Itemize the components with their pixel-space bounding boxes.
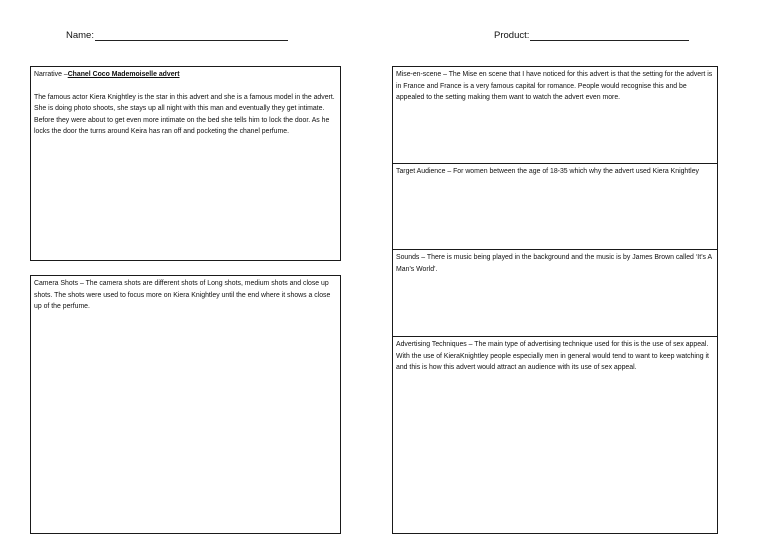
name-blank-line[interactable] [95, 30, 288, 41]
narrative-heading [34, 69, 337, 81]
narrative-body: The famous actor Kiera Knightley is the star in this advert and she is a famous model in the advert. She is doing photo shoots, she stays up all night with this man and eventually they get intimate. Before they were about to get even more intimate on the bed she tells him to lock the door. As he locks the door the turns around Keira has ran off and pocketing the chanel perfume. [34, 93, 335, 136]
narrative-title: Chanel Coco Mademoiselle advert [67, 71, 180, 78]
product-blank-line[interactable] [530, 30, 689, 41]
name-label: Name: [66, 30, 94, 41]
advertising-techniques-text: Advertising Techniques – The main type of advertising technique used for this is the use of sex appeal. With the use of KieraKnightley people especially men in general would tend to want to keep watching it and this is how this advert would attract an audience with its use of sex appeal. [396, 341, 709, 372]
name-field [66, 30, 288, 41]
camera-shots-box [30, 275, 341, 534]
sounds-text: Sounds – There is music being played in the background and the music is by James Brown called ‘It’s A Man’s World’. [396, 254, 712, 273]
mise-en-scene-box [392, 66, 718, 164]
right-column [392, 66, 718, 534]
mise-en-scene-text: Mise-en-scene – The Mise en scene that I have noticed for this advert is that the setting for the advert is in France and France is a very famous capital for romance. People would recognise this and be appealed to the setting making them want to watch the advert even more. [396, 71, 713, 102]
camera-shots-text: Camera Shots – The camera shots are different shots of Long shots, medium shots and close up shots. The shots were used to focus more on Kiera Knightley until the end where it shows a close up of the perfume. [34, 280, 331, 311]
product-label: Product: [494, 30, 530, 41]
advertising-techniques-box [392, 336, 718, 534]
narrative-label: Narrative – [34, 71, 68, 78]
narrative-box [30, 66, 341, 261]
product-field [494, 30, 689, 41]
target-audience-text: Target Audience – For women between the age of 18-35 which why the advert used Kiera Knightley [396, 168, 699, 175]
sounds-box [392, 249, 718, 337]
target-audience-box [392, 163, 718, 250]
